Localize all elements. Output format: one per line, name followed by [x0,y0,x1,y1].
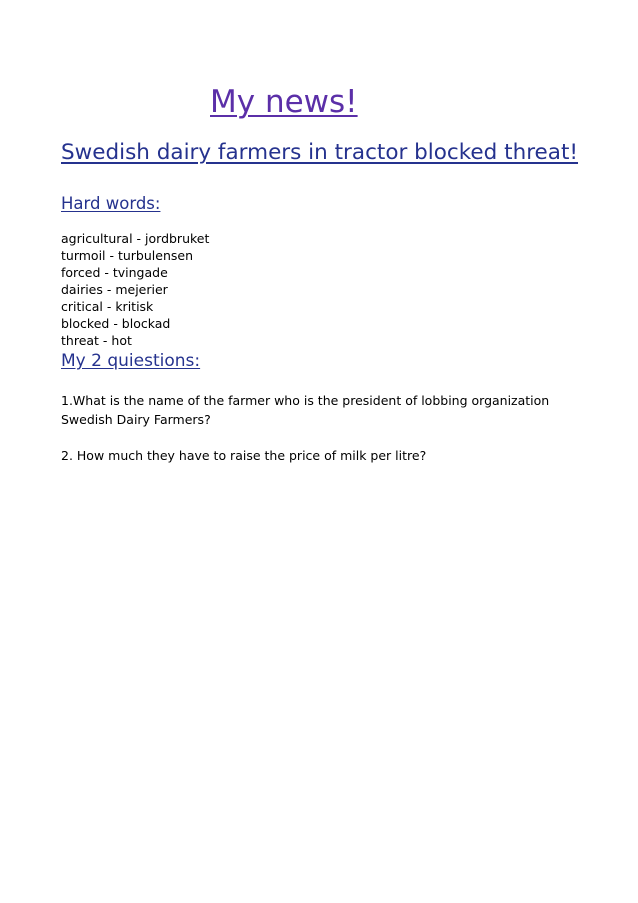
questions-heading: My 2 quiestions: [61,351,201,371]
hard-word-item: agricultural - jordbruket [61,231,210,246]
hard-word-item: critical - kritisk [61,299,154,314]
page-title: My news! [210,84,358,120]
question-item: 1.What is the name of the farmer who is the president of lobbing organization Swedish Dairy Farmers? [61,393,550,427]
question-item: 2. How much they have to raise the price of milk per litre? [61,448,427,463]
news-headline: Swedish dairy farmers in tractor blocked threat! [61,140,579,165]
questions-list [61,391,601,465]
hard-word-item: threat - hot [61,333,132,348]
hard-word-item: dairies - mejerier [61,282,168,297]
hard-word-item: turmoil - turbulensen [61,248,194,263]
hard-word-item: forced - tvingade [61,265,168,280]
hard-words-list [61,230,209,349]
hard-words-heading: Hard words: [61,194,161,213]
hard-word-item: blocked - blockad [61,316,171,331]
